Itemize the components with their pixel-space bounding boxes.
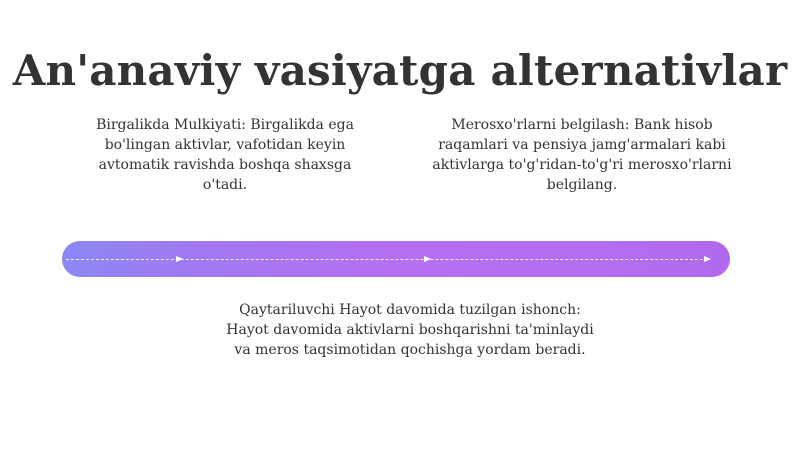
point-joint-ownership: Birgalikda Mulkiyati: Birgalikda ega bo'lingan aktivlar, vafotidan keyin avtomatik ravishda boshqa shaxsga o'tadi. bbox=[96, 117, 354, 193]
slide-title: An'anaviy vasiyatga alternativlar bbox=[12, 46, 788, 96]
arrow-right-icon bbox=[424, 256, 431, 262]
timeline-track bbox=[66, 259, 708, 260]
point-revocable-living-trust: Qaytariluvchi Hayot davomida tuzilgan ishonch: Hayot davomida aktivlarni boshqarishni ta'minlaydi va meros taqsimotidan qochishga yordam beradi. bbox=[226, 302, 594, 358]
point-beneficiary-designation: Merosxo'rlarni belgilash: Bank hisob raqamlari va pensiya jamg'armalari kabi aktivlarga to'g'ridan-to'g'ri merosxo'rlarni belgilang. bbox=[432, 117, 732, 193]
arrow-right-icon bbox=[176, 256, 183, 262]
arrow-right-icon bbox=[704, 256, 711, 262]
